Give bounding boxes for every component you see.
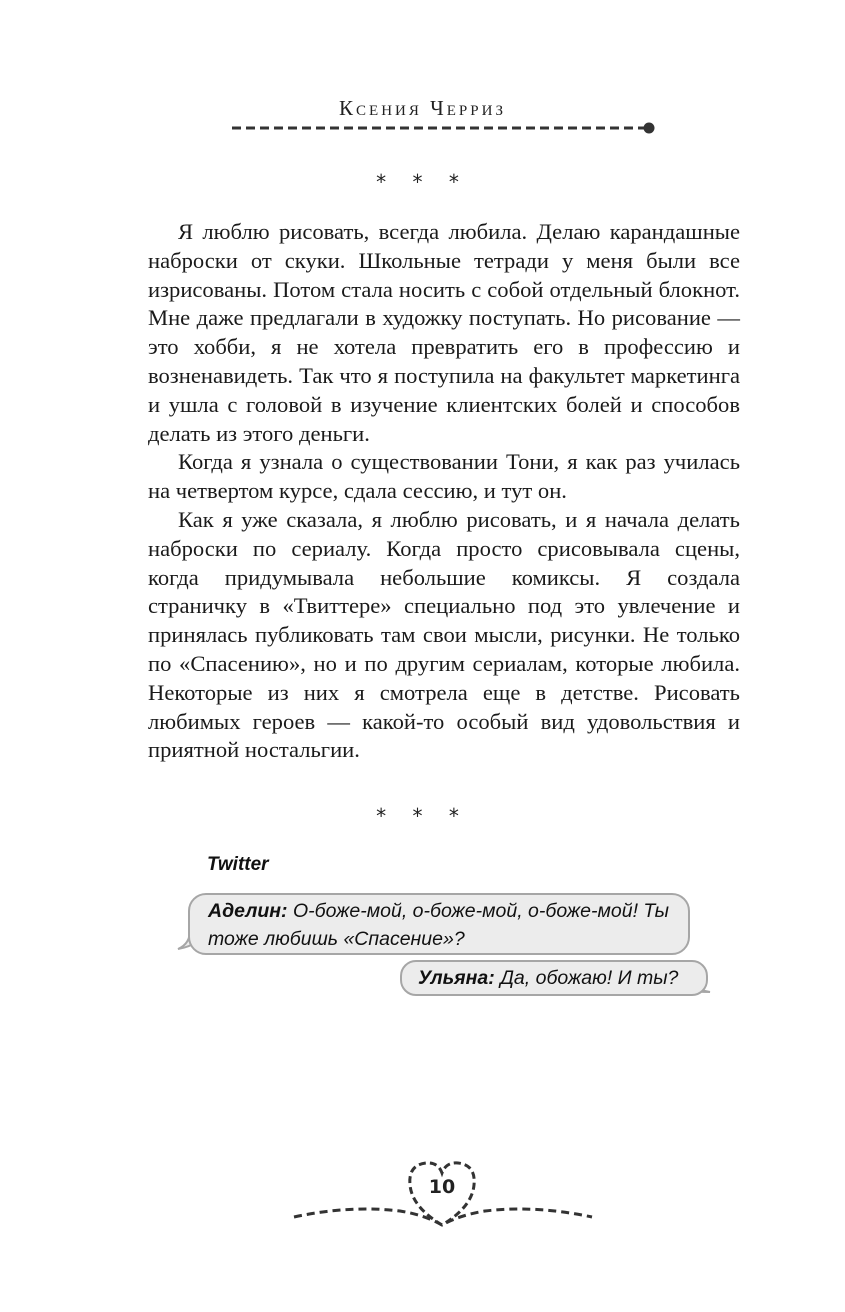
paragraph-1: Я люблю рисовать, всегда любила. Делаю карандашные наброски от скуки. Школьные тетради у меня были все изрисованы. Потом стала носить с собой отдельный блокнот. Мне даже предлагали в художку поступать. Но рисование — это хобби, я не хотела превратить его в профессию и возненавидеть. Так что я поступила на факультет маркетинга и ушла с головой в изучение клиентских болей и способов делать из этого деньги. bbox=[148, 219, 740, 446]
chat-text-ulyana: Да, обожаю! И ты? bbox=[494, 967, 679, 989]
chat-platform-label: Twitter bbox=[207, 854, 269, 875]
running-header-author: Ксения Черриз bbox=[339, 96, 506, 120]
page-number: 10 bbox=[428, 1176, 456, 1198]
chat-message-ulyana bbox=[400, 960, 708, 996]
paragraph-2: Когда я узнала о существовании Тони, я как раз училась на четвертом курсе, сдала сессию, и тут он. bbox=[148, 449, 740, 504]
section-separator-top: * * * bbox=[376, 170, 469, 194]
body-text bbox=[148, 218, 740, 765]
chat-speaker-ulyana: Ульяна: bbox=[418, 967, 495, 989]
header-dashed-rule bbox=[230, 120, 660, 136]
chat-text-adelin: О-боже-мой, о-боже-мой, о-боже-мой! Ты тоже любишь «Спасение»? bbox=[208, 900, 670, 950]
chat-message-adelin bbox=[188, 893, 690, 955]
section-separator-bottom: * * * bbox=[376, 804, 469, 828]
chat-speaker-adelin: Аделин: bbox=[208, 900, 288, 922]
paragraph-3: Как я уже сказала, я люблю рисовать, и я начала делать наброски по сериалу. Когда просто срисовывала сцены, когда придумывала небольшие комиксы. Я создала страничку в «Твиттере» специально под это увлечение и принялась публиковать там свои мысли, рисунки. Не только по «Спасению», но и по другим сериалам, которые любила. Некоторые из них я смотрела еще в детстве. Рисовать любимых героев — какой-то особый вид удовольствия и приятной ностальгии. bbox=[148, 506, 740, 763]
